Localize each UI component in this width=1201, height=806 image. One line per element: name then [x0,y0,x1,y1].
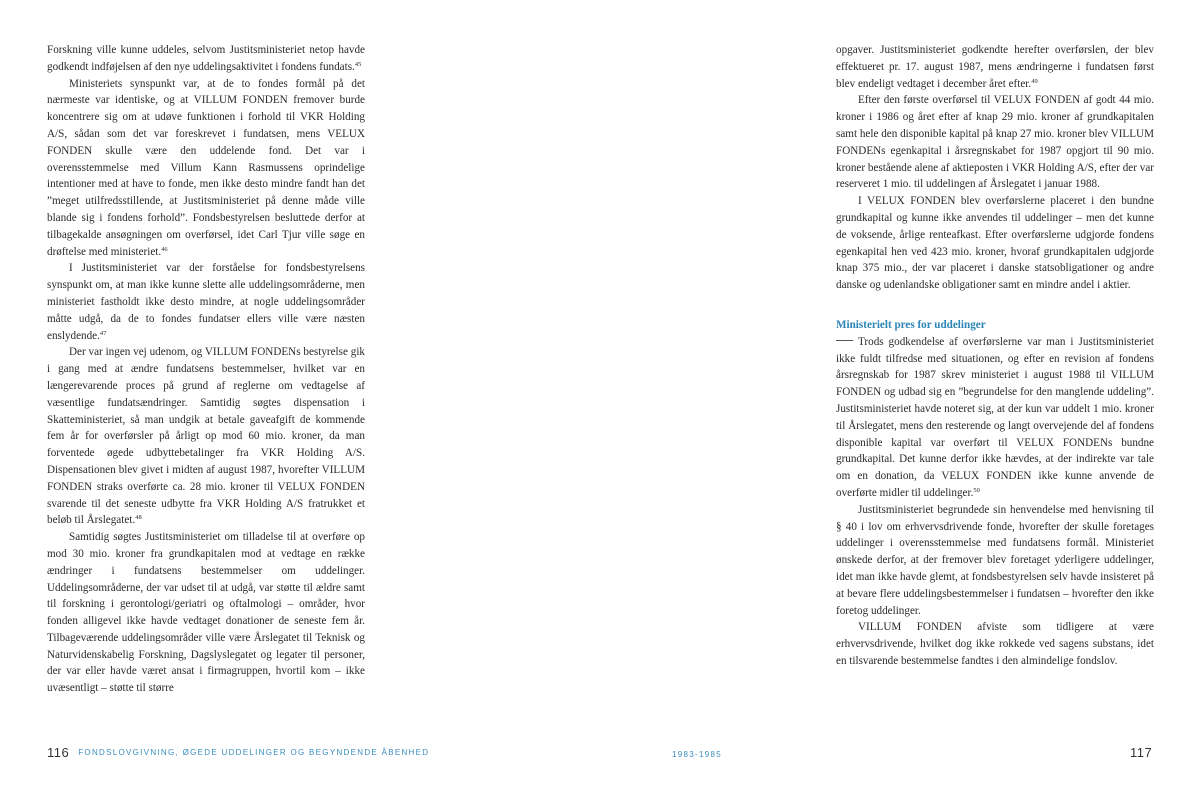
paragraph: Samtidig søgtes Justitsministeriet om tilladelse til at overføre op mod 30 mio. kroner fra grundkapitalen mod at vedtage en række ændringer i fundatsens bestemmelser om uddelinger. Uddelingsområderne, der var udset til at udgå, var støtte til ældre samt til forskning i gerontologi/geriatri og oftalmologi – områder, hvor fonden alligevel ikke havde vedtaget donationer de seneste fem år. Tilbageværende uddelingsområder ville være Årslegatet til Teknisk og Naturvidenskabelig Forskning, Dagslyslegatet og legater til personer, der var eller havde været ansat i firmagruppen, hvortil kom – ikke uvæsentligt – støtte til større [47,531,365,695]
paragraph: VILLUM FONDEN afviste som tidligere at være erhvervsdrivende, hvilket dog ikke rokkede ved sagens substans, idet en tilsvarende bestemmelse fandtes i den almindelige fondslov. [836,621,1154,667]
paragraph: I VELUX FONDEN blev overførslerne placeret i den bundne grundkapital og kunne ikke anvendes til uddelinger – men det kunne de voksende, årlige renteafkast. Efter overførslerne udgjorde fondens egenkapital hen ved 423 mio. kroner, hvoraf grundkapitalen udgjorde knap 375 mio., der var placeret i danske statsobligationer og andre danske og udenlandske obligationer samt en mindre andel i aktier. [836,195,1154,292]
right-page-body [836,42,1154,670]
footnote-ref: 48 [135,514,142,522]
footnote-ref: 45 [354,60,362,68]
paragraph: opgaver. Justitsministeriet godkendte herefter overførslen, der blev effektueret pr. 17. august 1987, mens ændringerne i fundatsen først blev endeligt vedtaget i december året efter.$^{49}$ [836,44,1154,90]
paragraph: Justitsministeriet begrundede sin henvendelse med henvisning til § 40 i lov om erhvervsdrivende fonde, hvorefter der skulle foretages uddelinger i overensstemmelse med fundatsens formål. Ministeriet ønskede derfor, at der fremover blev foretaget yderligere uddelinger, idet man ikke havde glemt, at fondsbestyrelsen selv havde insisteret på at bevare flere uddelingsbestemmelser i fundatsen – hvorefter den ikke foretog uddelinger. [836,503,1154,617]
page-number-left: 116 [47,745,70,760]
paragraph: Efter den første overførsel til VELUX FONDEN af godt 44 mio. kroner i 1986 og året efter af knap 29 mio. kroner af grundkapitalen samt hele den disponible kapital på knap 27 mio. kroner blev VILLUM FONDENs egenkapital i årsregnskabet for 1987 opgjort til 90 mio. kroner bestående alene af aktieposten i VKR Holding A/S, efter der var reserveret 1 mio. til uddelingen af Årslegatet i januar 1988. [836,94,1154,191]
em-dash-rule [836,340,853,341]
footnote-ref: 46 [161,245,168,253]
left-page-body [47,42,365,697]
right-footer [1130,744,1152,762]
paragraph: Ministeriets synspunkt var, at de to fondes formål på det nærmeste var identiske, og at VILLUM FONDEN fremover burde koncentrere sig om at udøve funktionen i forhold til VKR Holding A/S, sådan som det var foreskrevet i fundatsen, mens VELUX FONDEN skulle være den uddelende fond. Det var i overensstemmelse med Villum Kann Rasmussens oprindelige intentioner med at have to fonde, men ikke desto mindre fandt han det ”meget utilfredsstillende, at Justitsministeriet på denne måde ville blande sig i fondens forhold”. Fondsbestyrelsen besluttede derfor at tilbagekalde ansøgningen om overførsel, idet Carl Tjur ville søge en drøftelse med ministeriet.$^{46}$ [47,77,365,258]
footnote-ref: 49 [1031,77,1038,85]
footnote-ref: 50 [973,486,980,494]
paragraph: Trods godkendelse af overførslerne var man i Justitsministeriet ikke fuldt tilfredse med situationen, og efter en revision af fondens årsregnskab for 1987 skrev ministeriet i august 1988 til VILLUM FONDEN og udbad sig en ”begrundelse for den manglende uddeling”. Justitsministeriet havde noteret sig, at der kun var uddelt 1 mio. kroner til Årslegatet, mens den resterende og langt overvejende del af fondens disponible kapital var overført til VELUX FONDENs bundne grundkapital. Det kunne derfor ikke hævdes, at der indirekte var tale om en donation, da VELUX FONDEN ikke kunne anvende de overførte midler til uddelinger.$^{50}$ [836,335,1154,499]
running-years: 1983-1985 [672,750,722,759]
running-title: FONDSLOVGIVNING, ØGEDE UDDELINGER OG BEGYNDENDE ÅBENHED [78,748,430,757]
page-number-right: 117 [1130,745,1153,760]
paragraph: I Justitsministeriet var der forståelse for fondsbestyrelsens synspunkt om, at man ikke kunne slette alle uddelingsområderne, men ministeriet fastholdt ikke desto mindre, at nogle uddelingsområder måtte udgå, da de to fondes fundatser ellers ville være næsten enslydende.$^{47}$ [47,262,365,342]
paragraph: Forskning ville kunne uddeles, selvom Justitsministeriet netop havde godkendt indføjelsen af den nye uddelingsaktivitet i fondens fundats.$^{45}$ [47,44,365,73]
footnote-ref: 47 [99,329,107,337]
paragraph: Der var ingen vej udenom, og VILLUM FONDENs bestyrelse gik i gang med at ændre fundatsens bestemmelser, hvilket var en længerevarende proces på grund af reglerne om vedtagelse af væsentlige fundatsændringer. Samtidig søgtes dispensation i Skatteministeriet, så man undgik at betale gaveafgift de kommende fem år for overførsler på årligt op mod 60 mio. kroner, da man forventede øgede udbyttebetalinger fra VKR Holding A/S. Dispensationen blev givet i midten af august 1987, hvorefter VILLUM FONDEN straks overførte ca. 28 mio. kroner til VELUX FONDEN svarende til det seneste udbytte fra VKR Holding A/S fratrukket et beløb til Årslegatet.$^{48}$ [47,346,365,527]
left-footer [47,744,429,762]
section-heading: Ministerielt pres for uddelinger [836,318,986,331]
